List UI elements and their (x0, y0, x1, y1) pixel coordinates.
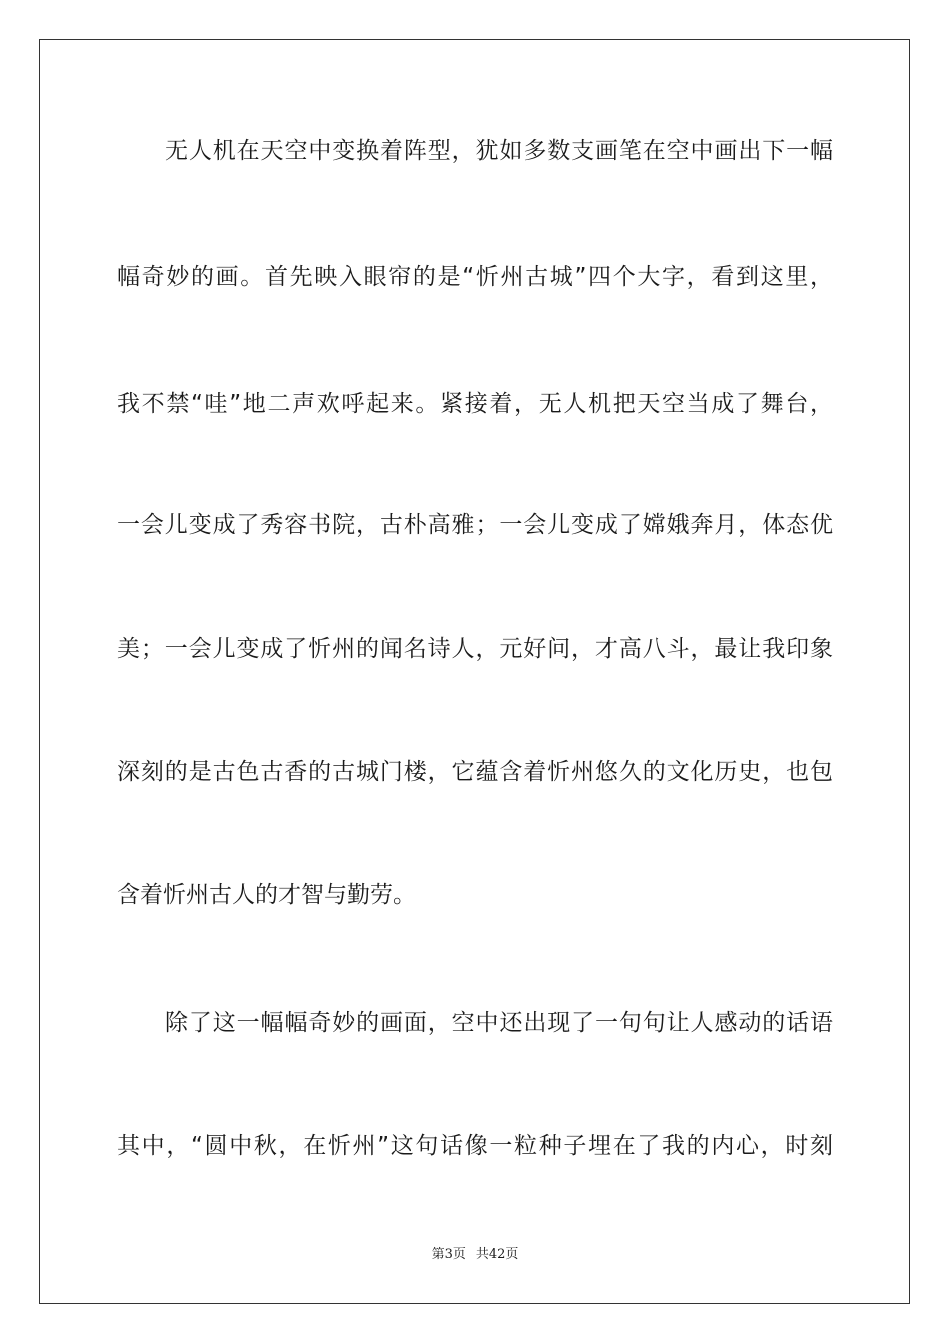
paragraph-line-8: 除了这一幅幅奇妙的画面，空中还出现了一句句让人感动的话语 (165, 1010, 833, 1036)
page-total: 共42页 (475, 1247, 519, 1262)
paragraph-line-3: 我不禁“哇”地二声欢呼起来。紧接着，无人机把天空当成了舞台， (117, 391, 833, 417)
paragraph-line-4: 一会儿变成了秀容书院，古朴高雅；一会儿变成了嫦娥奔月，体态优 (117, 512, 833, 538)
paragraph-line-6: 深刻的是古色古香的古城门楼，它蕴含着忻州悠久的文化历史，也包 (117, 759, 833, 785)
paragraph-line-2: 幅奇妙的画。首先映入眼帘的是“忻州古城”四个大字，看到这里， (117, 264, 833, 290)
page-border (39, 39, 910, 1304)
paragraph-line-1: 无人机在天空中变换着阵型，犹如多数支画笔在空中画出下一幅 (165, 138, 833, 164)
paragraph-line-5: 美；一会儿变成了忻州的闻名诗人，元好问，才高八斗，最让我印象 (117, 636, 833, 662)
page-number: 第3页 (431, 1247, 466, 1262)
page-footer (0, 1247, 950, 1263)
paragraph-line-9: 其中，“圆中秋，在忻州”这句话像一粒种子埋在了我的内心，时刻 (117, 1133, 833, 1159)
paragraph-line-7: 含着忻州古人的才智与勤劳。 (117, 882, 416, 908)
